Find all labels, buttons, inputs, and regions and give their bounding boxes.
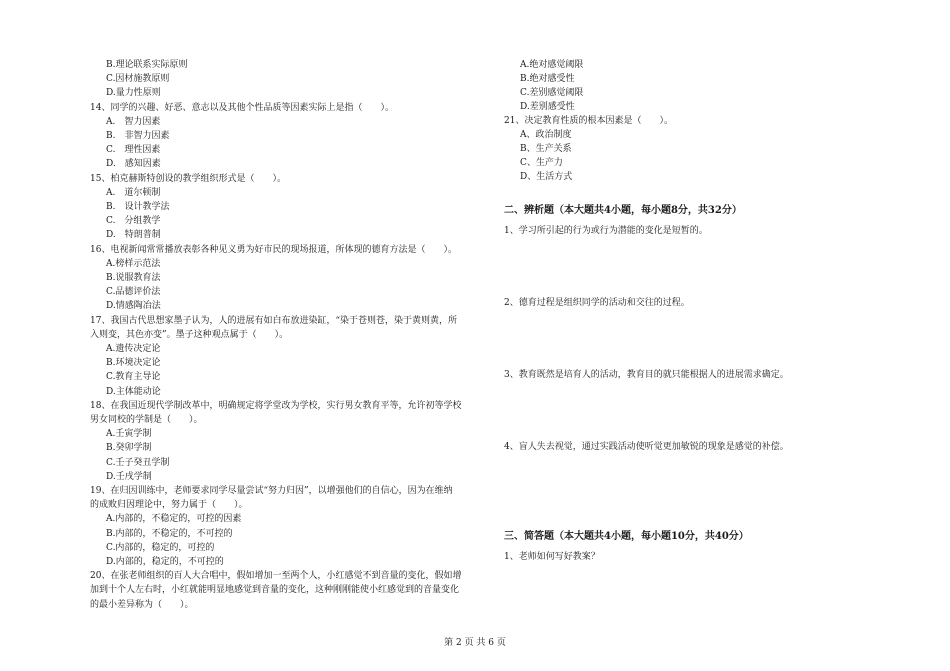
answer-option: A. 道尔顿制 — [106, 187, 161, 198]
section-heading: 三、简答题（本大题共4小题，每小题10分，共40分） — [504, 531, 749, 542]
answer-option: B.理论联系实际原则 — [106, 60, 188, 70]
question-text: 入则变，其色亦变”。墨子这种观点属于（ ）。 — [90, 329, 289, 340]
question-text: 的成败归因理论中，努力属于（ ）。 — [90, 500, 248, 511]
question-text: 20、在张老师组织的百人大合唱中，假如增加一至两个人，小红感觉不到音量的变化，假如增 — [90, 571, 462, 582]
question-text: 17、我国古代思想家墨子认为，人的进展有如白布放进染缸，“染于苍则苍，染于黄则黄，所 — [90, 315, 458, 326]
answer-option: B.说服教育法 — [106, 273, 161, 283]
answer-option: C.内部的，稳定的，可控的 — [106, 542, 215, 553]
answer-option: B.癸卯学制 — [106, 443, 152, 454]
answer-option: C.壬子癸丑学制 — [106, 457, 170, 468]
answer-option: C.因材施教原则 — [106, 74, 170, 85]
question-text: 男女同校的学制是（ ）。 — [90, 415, 203, 425]
answer-option: A.壬寅学制 — [106, 429, 152, 440]
answer-option: C. 理性因素 — [106, 145, 161, 156]
question-text: 2、德育过程是组织同学的活动和交往的过程。 — [504, 298, 690, 308]
question-text: 21、决定教育性质的根本因素是（ ）。 — [504, 116, 673, 126]
answer-option: A.内部的，不稳定的，可控的因素 — [106, 514, 242, 525]
answer-option: C. 分组教学 — [106, 216, 161, 227]
answer-option: D.差别感受性 — [520, 102, 575, 112]
question-text: 15、柏克赫斯特创设的教学组织形式是（ ）。 — [90, 173, 286, 184]
answer-option: A、政治制度 — [520, 130, 572, 140]
question-text: 3、教育既然是培育人的活动，教育目的就只能根据人的进展需求确定。 — [504, 370, 789, 380]
answer-option: A.遗传决定论 — [106, 344, 161, 354]
answer-option: B.绝对感受性 — [520, 74, 575, 84]
question-text: 的最小差异称为（ ）。 — [90, 599, 194, 610]
answer-option: B、生产关系 — [520, 144, 572, 154]
question-text: 19、在归因训练中，老师要求同学尽量尝试“努力归因”，以增强他们的自信心，因为在维纳 — [90, 486, 453, 496]
answer-option: D.内部的，稳定的，不可控的 — [106, 557, 224, 567]
answer-option: A.榜样示范法 — [106, 258, 161, 269]
answer-option: A.绝对感觉阈限 — [520, 60, 584, 70]
answer-option: D.情感陶冶法 — [106, 301, 161, 312]
answer-option: D. 特朗普制 — [106, 230, 161, 241]
answer-option: C.教育主导论 — [106, 372, 161, 383]
answer-option: C、生产力 — [520, 158, 563, 168]
answer-option: D.量力性原则 — [106, 88, 161, 99]
answer-option: C.差别感觉阈限 — [520, 88, 584, 98]
question-text: 加到十个人左右时，小红就能明显地感觉到音量的变化，这种刚刚能使小红感觉到的音量变化 — [90, 585, 460, 596]
answer-option: D.壬戌学制 — [106, 471, 152, 482]
answer-option: D、生活方式 — [520, 172, 573, 182]
question-text: 14、同学的兴趣、好恶、意志以及其他个性品质等因素实际上是指（ ）。 — [90, 102, 394, 113]
answer-option: C.品德评价法 — [106, 287, 161, 298]
question-text: 4、盲人失去视觉，通过实践活动使听觉更加敏锐的现象是感觉的补偿。 — [504, 442, 789, 452]
question-text: 16、电视新闻常常播放表彰各种见义勇为好市民的现场报道，所体现的德育方法是（ ）。 — [90, 244, 457, 255]
question-text: 18、在我国近现代学制改革中，明确规定将学堂改为学校，实行男女教育平等，允许初等学校 — [90, 400, 462, 411]
section-heading: 二、辨析题（本大题共4小题，每小题8分，共32分） — [504, 205, 742, 216]
answer-option: A. 智力因素 — [106, 116, 161, 127]
question-text: 1、老师如何写好教案？ — [504, 552, 600, 562]
question-text: 1、学习所引起的行为或行为潜能的变化是短暂的。 — [504, 226, 708, 236]
page-footer: 第 2 页 共 6 页 — [444, 638, 506, 648]
answer-option: B. 设计教学法 — [106, 202, 170, 212]
answer-option: B.环境决定论 — [106, 358, 161, 369]
answer-option: B.内部的，不稳定的，不可控的 — [106, 528, 233, 539]
answer-option: B. 非智力因素 — [106, 131, 170, 141]
answer-option: D.主体能动论 — [106, 386, 161, 397]
answer-option: D. 感知因素 — [106, 159, 161, 170]
